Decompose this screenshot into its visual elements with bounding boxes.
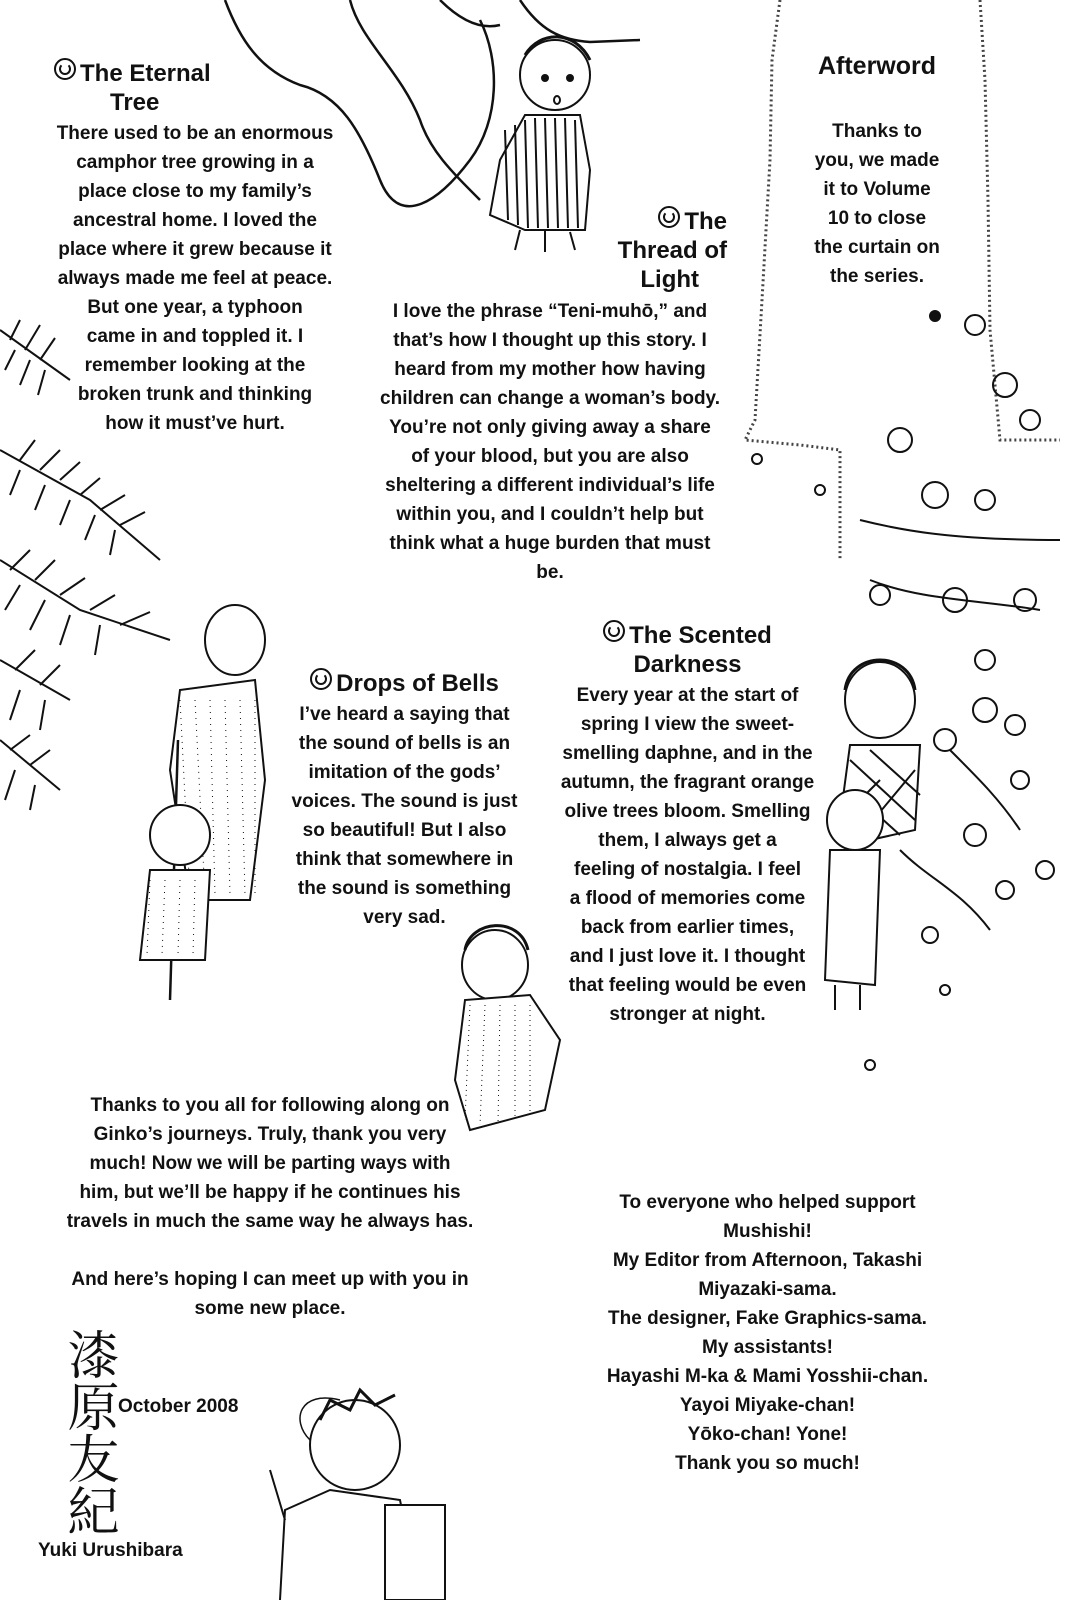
text-line: Hayashi M-ka & Mami Yosshii-chan. (606, 1366, 929, 1387)
text-line: Ginko’s journeys. Truly, thank you very (93, 1124, 447, 1145)
text-line: a flood of memories come (569, 888, 806, 909)
eternal-tree-title-line-2: Tree (110, 89, 160, 116)
text-line: of your blood, but you are also (411, 446, 689, 467)
closing-section (40, 1091, 500, 1323)
text-line: the sound of bells is an (298, 733, 511, 754)
spiral-icon (603, 620, 625, 642)
text-line: came in and toppled it. I (86, 326, 304, 347)
text-line: smelling daphne, and in the (562, 743, 813, 764)
thanks-text (570, 1188, 965, 1478)
drops-of-bells-section (282, 668, 527, 932)
thread-title-line-2: Thread of (617, 237, 727, 264)
text-line: think that somewhere in (295, 849, 514, 870)
text-line: place close to my family’s (78, 181, 312, 202)
text-line: Mushishi! (723, 1221, 812, 1242)
eternal-tree-title-line-1: The Eternal (80, 60, 211, 87)
signature-name: Yuki Urushibara (38, 1540, 183, 1561)
scented-darkness-text (545, 681, 830, 1029)
drops-of-bells-text (282, 700, 527, 932)
text-line: so beautiful! But I also (302, 820, 507, 841)
old-man-and-child-drawing (140, 605, 265, 1000)
text-line: You’re not only giving away a share (389, 417, 711, 438)
eternal-tree-title (40, 58, 350, 117)
drops-of-bells-title (282, 668, 527, 698)
text-line: My assistants! (702, 1337, 833, 1358)
text-line: spring I view the sweet- (580, 714, 795, 735)
text-line: heard from my mother how having (394, 359, 706, 380)
text-line: I’ve heard a saying that (299, 704, 510, 725)
scented-title-line-2: Darkness (633, 651, 742, 678)
eternal-tree-text (40, 119, 350, 438)
text-line: stronger at night. (609, 1004, 766, 1025)
text-line: Thank you so much! (675, 1453, 860, 1474)
text-line: remember looking at the (84, 355, 306, 376)
text-line: Every year at the start of (576, 685, 799, 706)
text-line: There used to be an enormous (56, 123, 334, 144)
thread-title-line-1: The (684, 208, 727, 235)
text-line: 10 to close (827, 208, 927, 229)
author-portrait-drawing (270, 1390, 445, 1600)
text-line: Thanks to (832, 121, 922, 142)
text-line: Thanks to you all for following along on (90, 1095, 450, 1116)
text-line: travels in much the same way he always has. (66, 1211, 474, 1232)
signature-kanji: 漆原友紀 (58, 1328, 118, 1536)
scented-title-line-1: The Scented (629, 622, 772, 649)
spiral-icon (658, 206, 680, 228)
text-line: how it must’ve hurt. (105, 413, 285, 434)
text-line: it to Volume (823, 179, 931, 200)
text-line: within you, and I couldn’t help but (396, 504, 704, 525)
text-line: think what a huge burden that must (389, 533, 711, 554)
text-line: ancestral home. I loved the (73, 210, 317, 231)
scented-darkness-title (545, 620, 830, 679)
spiral-icon (54, 58, 76, 80)
text-line: some new place. (194, 1298, 346, 1319)
afterword-text (782, 117, 972, 291)
text-line: that’s how I thought up this story. I (393, 330, 707, 351)
text-line: Miyazaki-sama. (698, 1279, 837, 1300)
afterword-title: Afterword (817, 52, 937, 80)
text-line: much! Now we will be parting ways with (89, 1153, 451, 1174)
scented-darkness-section (545, 620, 830, 1029)
text-line: be. (536, 562, 564, 583)
text-line: the sound is something (297, 878, 512, 899)
text-line: Yayoi Miyake-chan! (679, 1395, 856, 1416)
text-line: broken trunk and thinking (77, 384, 313, 405)
text-line: and I just love it. I thought (569, 946, 806, 967)
text-line: camphor tree growing in a (76, 152, 314, 173)
thread-of-light-text (365, 297, 735, 587)
text-line: My Editor from Afternoon, Takashi (612, 1250, 923, 1271)
text-line: them, I always get a (598, 830, 777, 851)
text-line: very sad. (363, 907, 446, 928)
thread-of-light-title (365, 206, 735, 294)
text-line: voices. The sound is just (291, 791, 518, 812)
eternal-tree-section (40, 58, 350, 438)
text-line: To everyone who helped support (619, 1192, 916, 1213)
text-line: Yōko-chan! Yone! (687, 1424, 848, 1445)
text-line: the curtain on (814, 237, 940, 258)
text-line: I love the phrase “Teni-muhō,” and (392, 301, 708, 322)
drops-of-bells-title-text: Drops of Bells (336, 670, 499, 697)
thread-title-line-3: Light (640, 266, 699, 293)
text-line: the series. (830, 266, 924, 287)
text-line: back from earlier times, (580, 917, 795, 938)
text-line: always made me feel at peace. (57, 268, 333, 289)
text-line: children can change a woman’s body. (380, 388, 720, 409)
text-line: autumn, the fragrant orange (560, 772, 815, 793)
text-line: him, but we’ll be happy if he continues his (79, 1182, 461, 1203)
closing-hope-text (40, 1265, 500, 1323)
text-line: olive trees bloom. Smelling (564, 801, 811, 822)
closing-text (40, 1091, 500, 1236)
text-line: sheltering a different individual’s life (385, 475, 715, 496)
text-line: place where it grew because it (58, 239, 332, 260)
girl-and-boy-drawing (825, 660, 920, 1010)
text-line: But one year, a typhoon (87, 297, 303, 318)
thread-of-light-section (365, 206, 735, 587)
spiral-icon (310, 668, 332, 690)
text-line: The designer, Fake Graphics-sama. (608, 1308, 927, 1329)
text-line: you, we made (814, 150, 940, 171)
afterword-section (782, 52, 972, 291)
text-line: feeling of nostalgia. I feel (574, 859, 801, 880)
thanks-section (570, 1188, 965, 1478)
text-line: imitation of the gods’ (308, 762, 501, 783)
text-line: And here’s hoping I can meet up with you in (71, 1269, 469, 1290)
text-line: that feeling would be even (568, 975, 807, 996)
signature-date: October 2008 (118, 1396, 239, 1417)
